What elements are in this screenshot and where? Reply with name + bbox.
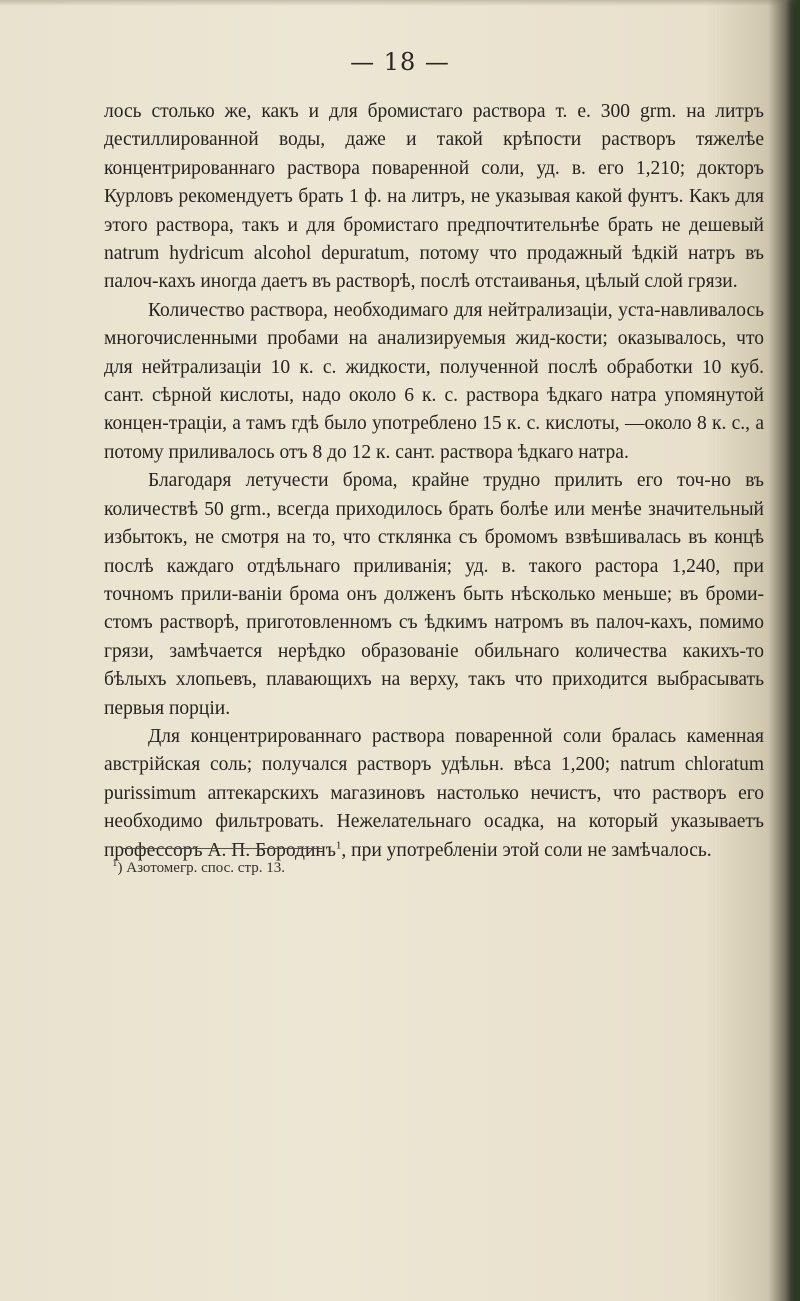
footnote (112, 857, 612, 877)
page-top-shadow (0, 0, 800, 6)
page-number: — 18 — (350, 48, 450, 76)
paragraph-4-tail: , при употребленіи этой соли не замѣчалось. (341, 839, 712, 861)
footnote-text: ) Азотомегр. спос. стр. 13. (117, 860, 285, 876)
footnote-reference[interactable]: 1 (335, 839, 342, 852)
paragraph-3: Благодаря летучести брома, крайне трудно прилить его точ-но въ количествѣ 50 grm., всегда приходилось брать болѣе или менѣе значительный избытокъ, не смотря на то, что стклянка съ бромомъ взвѣшивалась въ концѣ послѣ каждаго отдѣльнаго приливанія; уд. в. такого растора 1,240, при точномъ прили-ваніи брома онъ долженъ быть нѣсколько меньше; въ броми-стомъ растворѣ, приготовленномъ съ ѣдкимъ натромъ въ палоч-кахъ, помимо грязи, замѣчается нерѣдко образованіе обильнаго количества какихъ-то бѣлыхъ хлопьевъ, плавающихъ на верху, такъ что приходится выбрасывать первыя порціи. (104, 470, 764, 719)
page-binding-edge (786, 0, 800, 1301)
footnote-marker: 1 (112, 857, 118, 869)
paragraph-2: Количество раствора, необходимаго для нейтрализаціи, уста-навливалось многочисленными пробами на анализируемыя жид-кости; оказывалось, что для нейтрализаціи 10 к. с. жидкости, полученной послѣ обработки 10 куб. сант. сѣрной кислоты, надо около 6 к. с. раствора ѣдкаго натра упомянутой концен-траціи, а тамъ гдѣ было употреблено 15 к. с. кислоты, —около 8 к. с., а потому приливалось отъ 8 до 12 к. сант. раствора ѣдкаго натра. (104, 299, 764, 463)
paragraph-4-text: Для концентрированнаго раствора поваренной соли бралась каменная австрійская соль; получался растворъ удѣльн. вѣса 1,200; natrum chloratum purissimum аптекарскихъ магазиновъ настолько нечистъ, что растворъ его необходимо фильтровать. Нежелательнаго осадка, на который указываетъ профессоръ А. П. Бородинъ (104, 725, 764, 861)
paragraph-4 (104, 723, 764, 865)
body-text (104, 98, 764, 865)
footnote-divider (122, 848, 322, 849)
paragraph-1: лось столько же, какъ и для бромистаго раствора т. е. 300 grm. на литръ дестиллированной воды, даже и такой крѣпости растворъ тяжелѣе концентрированнаго раствора поваренной соли, уд. в. его 1,210; докторъ Курловъ рекомендуетъ брать 1 ф. на литръ, не указывая какой фунтъ. Какъ для этого раствора, такъ и для бромистаго предпочтительнѣе брать не дешевый natrum hydricum alcohol depuratum, потому что продажный ѣдкій натръ въ палоч-кахъ иногда даетъ въ растворѣ, послѣ отстаиванья, цѣлый слой грязи. (104, 101, 764, 293)
